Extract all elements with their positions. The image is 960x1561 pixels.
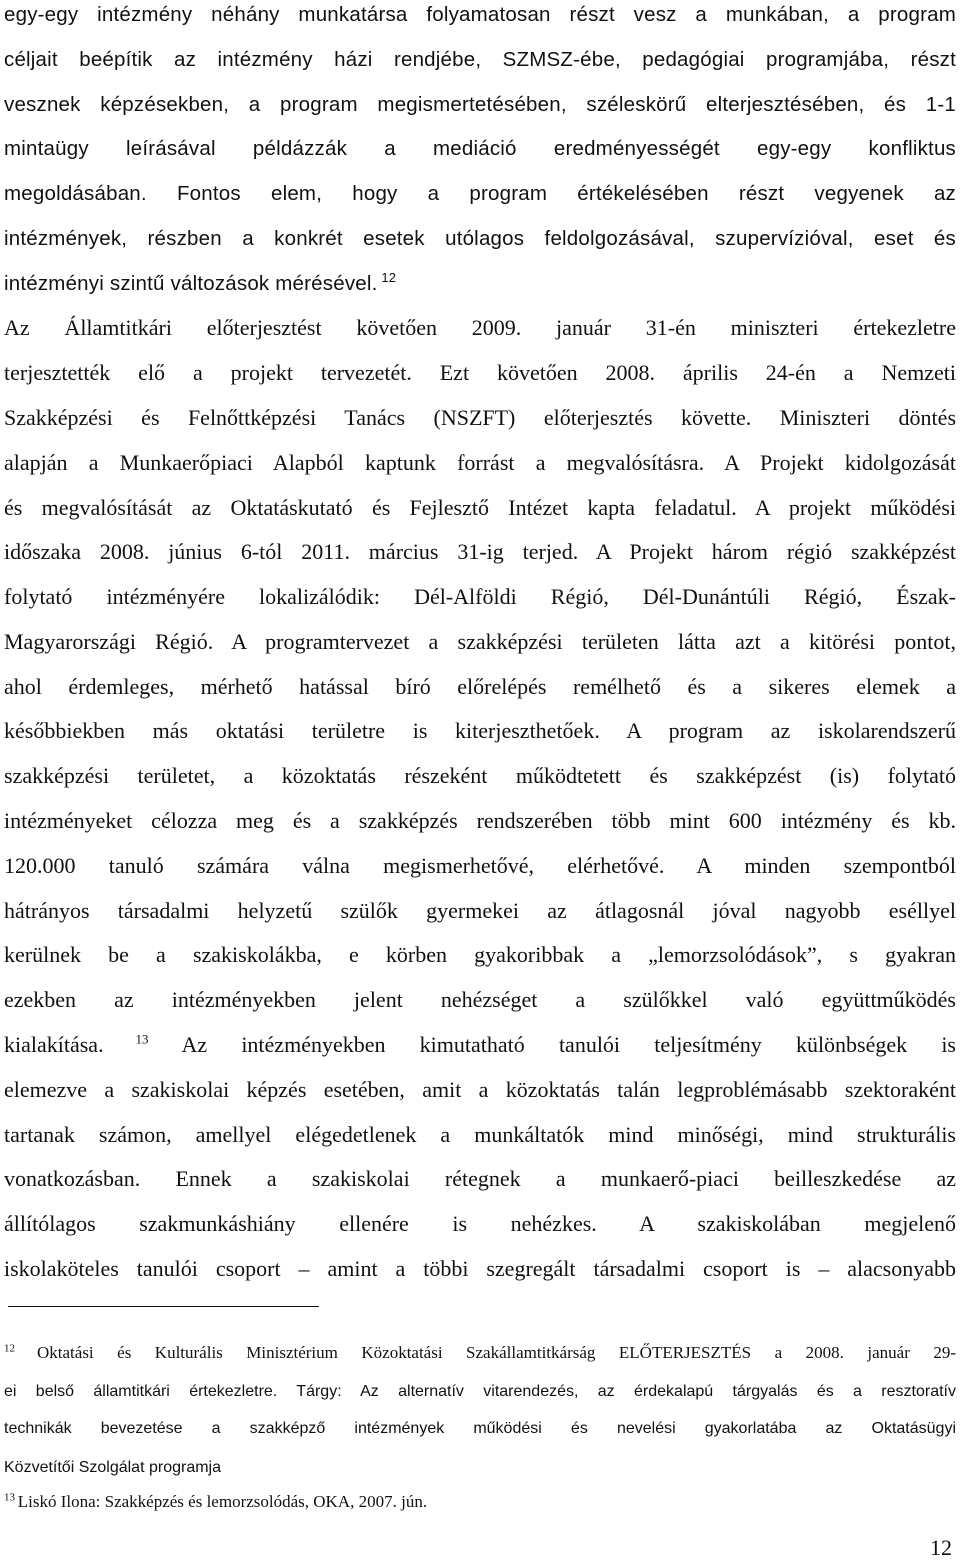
text-line-content: vesznek képzésekben, a program megismertetésében, széleskörű elterjesztésében, és 1-1 xyxy=(4,92,956,116)
text-line-content: Az Államtitkári előterjesztést követően 2009. január 31-én miniszteri értekezletre xyxy=(4,315,956,341)
text-line xyxy=(4,226,956,271)
text-line-content: kialakítása. xyxy=(4,1031,104,1057)
text-line xyxy=(4,360,956,405)
text-line-content: alapján a Munkaerőpiaci Alapból kaptunk forrást a megvalósításra. A Projekt kidolgozását xyxy=(4,449,956,475)
text-line xyxy=(4,450,956,495)
text-line-content: vonatkozásban. Ennek a szakiskolai rétegnek a munkaerő-piaci beilleszkedése az xyxy=(4,1166,956,1192)
text-line xyxy=(4,271,956,316)
footnote-ref[interactable]: 12 xyxy=(377,269,397,285)
text-line-content: kerülnek be a szakiskolákba, e körben gyakoribbak a „lemorzsolódások”, s gyakran xyxy=(4,942,956,968)
text-line xyxy=(4,763,956,808)
text-line-content: intézményi szintű változások mérésével. xyxy=(4,271,378,295)
text-line xyxy=(4,315,956,360)
text-line-content: 120.000 tanuló számára válna megismerhetővé, elérhetővé. A minden szempontból xyxy=(4,852,956,878)
footnote-text: Közvetítői Szolgálat programja xyxy=(4,1459,221,1476)
text-line-content: ezekben az intézményekben jelent nehézséget a szülőkkel való együttműködés xyxy=(4,987,956,1013)
text-line-content: Magyarországi Régió. A programtervezet a szakképzési területen látta azt a kitörési pontot, xyxy=(4,628,956,654)
text-line xyxy=(4,718,956,763)
footnote-text: ei belső államtitkári értekezletre. Tárgy: Az alternatív vitarendezés, az érdekalapú tárgyalás és a resztoratív xyxy=(4,1383,956,1400)
footnote-text: Oktatási és Kulturális Minisztérium Közoktatási Szakállamtitkárság ELŐTERJESZTÉS a 2008. január 29- xyxy=(37,1343,957,1362)
footnote-line xyxy=(4,1343,956,1363)
text-line xyxy=(4,2,956,47)
text-line xyxy=(4,181,956,226)
text-line-content: mintaügy leírásával példázzák a mediáció eredményességét egy-egy konfliktus xyxy=(4,137,956,161)
text-line xyxy=(4,1211,956,1256)
footnote-text: technikák bevezetése a szakképző intézmények működési és nevelési gyakorlatába az Oktatásügyi xyxy=(4,1420,956,1437)
text-line xyxy=(4,539,956,584)
text-line-content: intézmények, részben a konkrét esetek utólagos feldolgozásával, szupervízióval, eset és xyxy=(4,226,956,250)
text-line-content: céljait beépítik az intézmény házi rendjébe, SZMSZ-ébe, pedagógiai programjába, részt xyxy=(4,47,956,71)
text-line xyxy=(4,495,956,540)
footnote-ref[interactable]: 13 xyxy=(103,1031,149,1047)
text-line-content: szakképzési területet, a közoktatás részeként működtetett és szakképzést (is) folytató xyxy=(4,763,956,789)
text-line-content: elemezve a szakiskolai képzés esetében, amit a közoktatás talán legproblémásabb szektoraként xyxy=(4,1076,956,1102)
text-line-content: hátrányos társadalmi helyzetű szülők gyermekei az átlagosnál jóval nagyobb eséllyel xyxy=(4,897,956,923)
footnote-line xyxy=(4,1419,956,1439)
text-line-content: tartanak számon, amellyel elégedetlenek a munkáltatók mind minőségi, mind strukturális xyxy=(4,1121,956,1147)
text-line-content: állítólagos szakmunkáshiány ellenére is nehézkes. A szakiskolában megjelenő xyxy=(4,1211,956,1237)
text-line-content: folytató intézményére lokalizálódik: Dél-Alföldi Régió, Dél-Dunántúli Régió, Észak- xyxy=(4,584,956,610)
text-line-content: egy-egy intézmény néhány munkatársa folyamatosan részt vesz a munkában, a program xyxy=(4,3,956,26)
text-line xyxy=(4,942,956,987)
footnote-line xyxy=(4,1458,956,1478)
text-line-content: iskolaköteles tanulói csoport – amint a többi szegregált társadalmi csoport is – alacsonyabb xyxy=(4,1255,956,1281)
text-line xyxy=(4,674,956,719)
footnote-separator xyxy=(8,1306,319,1307)
footnote-text: Liskó Ilona: Szakképzés és lemorzsolódás, OKA, 2007. jún. xyxy=(17,1492,428,1511)
text-line-content: intézményeket célozza meg és a szakképzés rendszerében több mint 600 intézmény és kb. xyxy=(4,808,956,834)
text-line-content: későbbiekben más oktatási területre is kiterjeszthetőek. A program az iskolarendszerű xyxy=(4,718,956,744)
text-line xyxy=(4,584,956,629)
text-line xyxy=(4,898,956,943)
text-line xyxy=(4,987,956,1032)
text-line xyxy=(4,1256,956,1301)
text-line-content: Az intézményekben kimutatható tanulói teljesítmény különbségek is xyxy=(148,1031,956,1057)
page-number: 12 xyxy=(930,1535,952,1560)
text-line-content: időszaka 2008. június 6-tól 2011. március 31-ig terjed. A Projekt három régió szakképzést xyxy=(4,539,956,565)
text-line xyxy=(4,136,956,181)
text-line xyxy=(4,853,956,898)
text-line xyxy=(4,1122,956,1167)
text-line-content: ahol érdemleges, mérhető hatással bíró előrelépés remélhető és a sikeres elemek a xyxy=(4,673,956,699)
text-line-content: terjesztették elő a projekt tervezetét. Ezt követően 2008. április 24-én a Nemzeti xyxy=(4,360,956,386)
text-line xyxy=(4,1032,956,1077)
footnote-number: 12 xyxy=(4,1342,37,1355)
text-line xyxy=(4,1077,956,1122)
text-line-content: és megvalósítását az Oktatáskutató és Fejlesztő Intézet kapta feladatul. A projekt működési xyxy=(4,494,956,520)
text-line-content: megoldásában. Fontos elem, hogy a program értékelésében részt vegyenek az xyxy=(4,182,956,206)
text-line xyxy=(4,92,956,137)
footnote-line xyxy=(4,1492,956,1512)
text-line xyxy=(4,808,956,853)
text-line xyxy=(4,629,956,674)
text-line xyxy=(4,47,956,92)
text-line xyxy=(4,405,956,450)
text-line xyxy=(4,1166,956,1211)
footnote-number: 13 xyxy=(4,1491,18,1504)
text-line-content: Szakképzési és Felnőttképzési Tanács (NSZFT) előterjesztés követte. Miniszteri döntés xyxy=(4,405,956,431)
footnote-line xyxy=(4,1382,956,1402)
